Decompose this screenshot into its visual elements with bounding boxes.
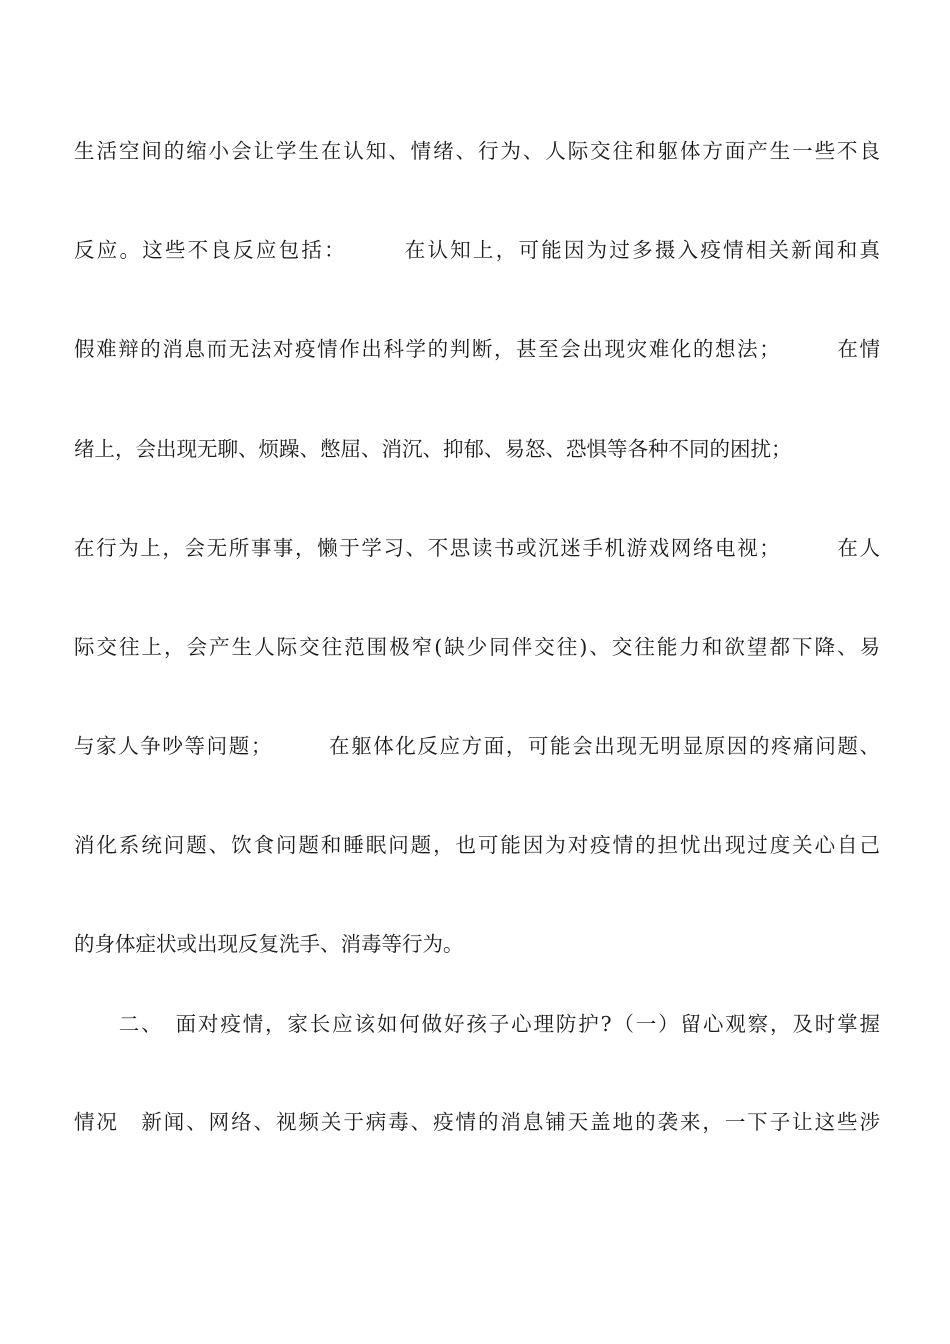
paragraph-line: 在行为上，会无所事事，懒于学习、不思读书或沉迷手机游戏网络电视； 在人: [74, 536, 880, 560]
paragraph-line: 情况 新闻、网络、视频关于病毒、疫情的消息铺天盖地的袭来，一下子让这些涉: [74, 1110, 880, 1134]
paragraph-line: 反应。这些不良反应包括： 在认知上，可能因为过多摄入疫情相关新闻和真: [74, 238, 880, 262]
paragraph-line: 与家人争吵等问题； 在躯体化反应方面，可能会出现无明显原因的疼痛问题、: [74, 734, 880, 758]
paragraph-line: 假难辩的消息而无法对疫情作出科学的判断，甚至会出现灾难化的想法； 在情: [74, 337, 880, 361]
paragraph-line: 际交往上，会产生人际交往范围极窄(缺少同伴交往)、交往能力和欲望都下降、易: [74, 635, 880, 659]
paragraph-line: 的身体症状或出现反复洗手、消毒等行为。: [74, 932, 464, 956]
paragraph-line: 生活空间的缩小会让学生在认知、情绪、行为、人际交往和躯体方面产生一些不良: [74, 139, 880, 163]
paragraph-line: 消化系统问题、饮食问题和睡眠问题，也可能因为对疫情的担忧出现过度关心自己: [74, 833, 880, 857]
section-heading-line: 二、 面对疫情，家长应该如何做好孩子心理防护?（一）留心观察，及时掌握: [74, 1012, 880, 1036]
paragraph-line: 绪上，会出现无聊、烦躁、憋屈、消沉、抑郁、易怒、恐惧等各种不同的困扰；: [74, 437, 792, 461]
